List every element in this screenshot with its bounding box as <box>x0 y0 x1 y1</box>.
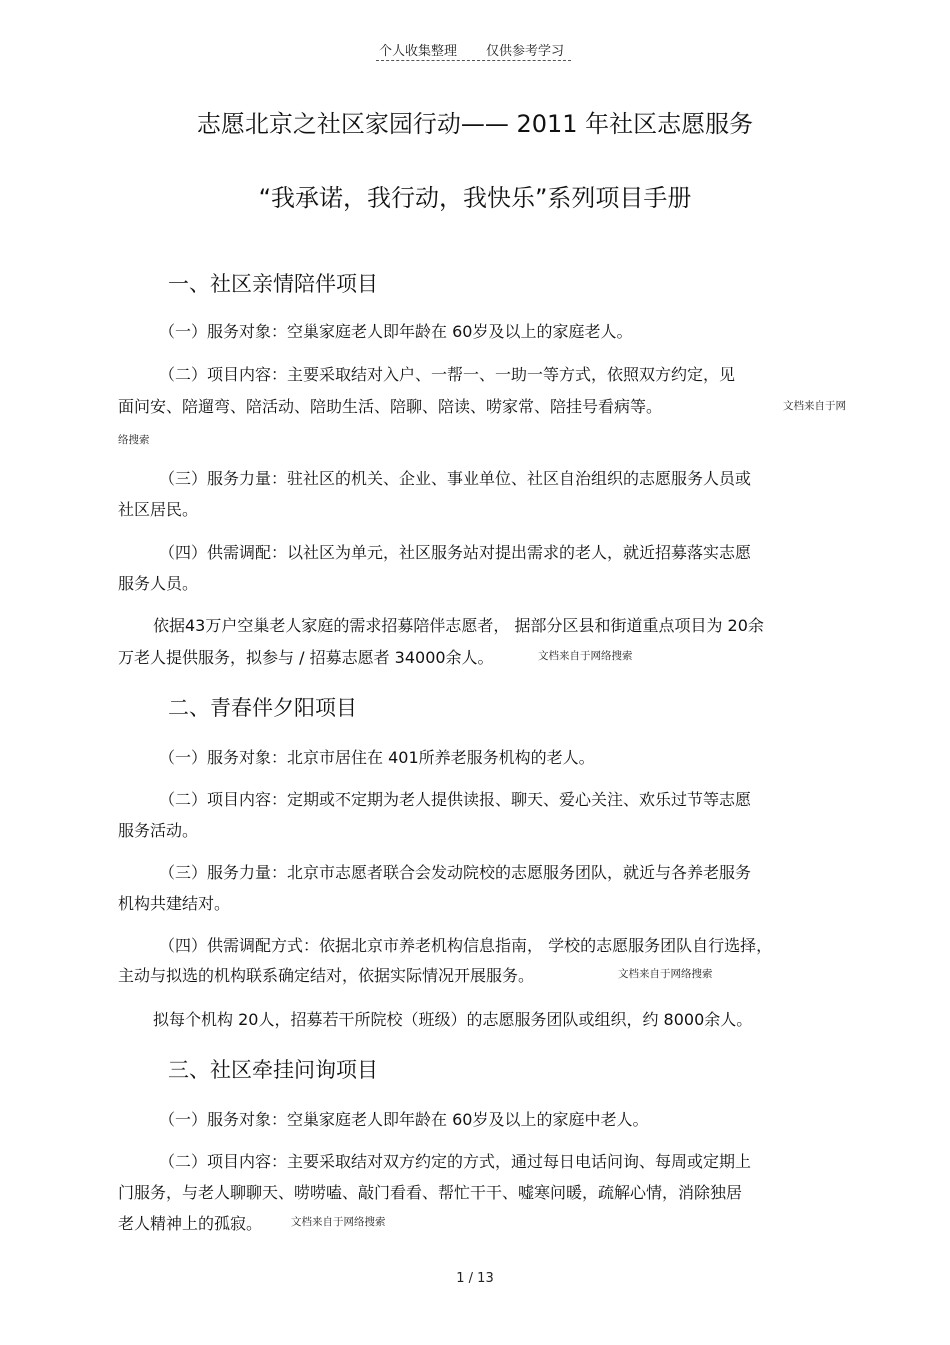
paragraph-line: 机构共建结对。 <box>118 894 231 913</box>
paragraph-line: （一）服务对象：空巢家庭老人即年龄在 60岁及以上的家庭老人。 <box>159 322 633 341</box>
paragraph-line: 老人精神上的孤寂。 <box>118 1214 263 1233</box>
page-header <box>376 38 571 61</box>
page-number: 1 / 13 <box>456 1271 494 1286</box>
paragraph-line: （二）项目内容：主要采取结对双方约定的方式，通过每日电话问询、每周或定期上 <box>159 1152 752 1171</box>
source-note: 文档来自于网络搜索 <box>538 650 633 662</box>
source-note: 文档来自于网 <box>783 400 846 412</box>
paragraph-line: 依据43万户空巢老人家庭的需求招募陪伴志愿者， 据部分区县和街道重点项目为 20余 <box>153 616 764 635</box>
paragraph-line: 面问安、陪遛弯、陪活动、陪助生活、陪聊、陪读、唠家常、陪挂号看病等。 <box>118 397 663 416</box>
section-heading: 三、社区牵挂问询项目 <box>168 1058 378 1082</box>
paragraph-line: （三）服务力量：驻社区的机关、企业、事业单位、社区自治组织的志愿服务人员或 <box>159 469 752 488</box>
paragraph-line: （一）服务对象：空巢家庭老人即年龄在 60岁及以上的家庭中老人。 <box>159 1110 649 1129</box>
source-note: 文档来自于网络搜索 <box>618 968 713 980</box>
document-subtitle: “我承诺，我行动，我快乐”系列项目手册 <box>258 184 692 212</box>
paragraph-line: 社区居民。 <box>118 500 199 519</box>
paragraph-line: 拟每个机构 20人，招募若干所院校（班级）的志愿服务团队或组织，约 8000余人。 <box>153 1010 753 1029</box>
paragraph-line: （一）服务对象：北京市居住在 401所养老服务机构的老人。 <box>159 748 595 767</box>
paragraph-line: 服务活动。 <box>118 821 199 840</box>
source-note: 文档来自于网络搜索 <box>291 1216 386 1228</box>
paragraph-line: （三）服务力量：北京市志愿者联合会发动院校的志愿服务团队，就近与各养老服务 <box>159 863 752 882</box>
paragraph-line: （四）供需调配方式：依据北京市养老机构信息指南， 学校的志愿服务团队自行选择， <box>159 936 773 955</box>
section-heading: 二、青春伴夕阳项目 <box>168 696 357 720</box>
paragraph-line: 主动与拟选的机构联系确定结对，依据实际情况开展服务。 <box>118 966 535 985</box>
paragraph-line: 服务人员。 <box>118 574 199 593</box>
paragraph-line: （二）项目内容：定期或不定期为老人提供读报、聊天、爱心关注、欢乐过节等志愿 <box>159 790 752 809</box>
document-title: 志愿北京之社区家园行动—— 2011 年社区志愿服务 <box>196 110 754 138</box>
paragraph-line: 门服务，与老人聊聊天、唠唠嗑、敲门看看、帮忙干干、嘘寒问暖，疏解心情，消除独居 <box>118 1183 743 1202</box>
header-left-text: 个人收集整理 <box>379 44 458 59</box>
section-heading: 一、社区亲情陪伴项目 <box>168 272 378 296</box>
source-note: 络搜索 <box>118 434 150 446</box>
paragraph-line: （二）项目内容：主要采取结对入户、一帮一、一助一等方式，依照双方约定，见 <box>159 365 736 384</box>
header-right-text: 仅供参考学习 <box>486 44 565 59</box>
paragraph-line: 万老人提供服务，拟参与 / 招募志愿者 34000余人。 <box>118 648 494 667</box>
paragraph-line: （四）供需调配：以社区为单元，社区服务站对提出需求的老人，就近招募落实志愿 <box>159 543 752 562</box>
